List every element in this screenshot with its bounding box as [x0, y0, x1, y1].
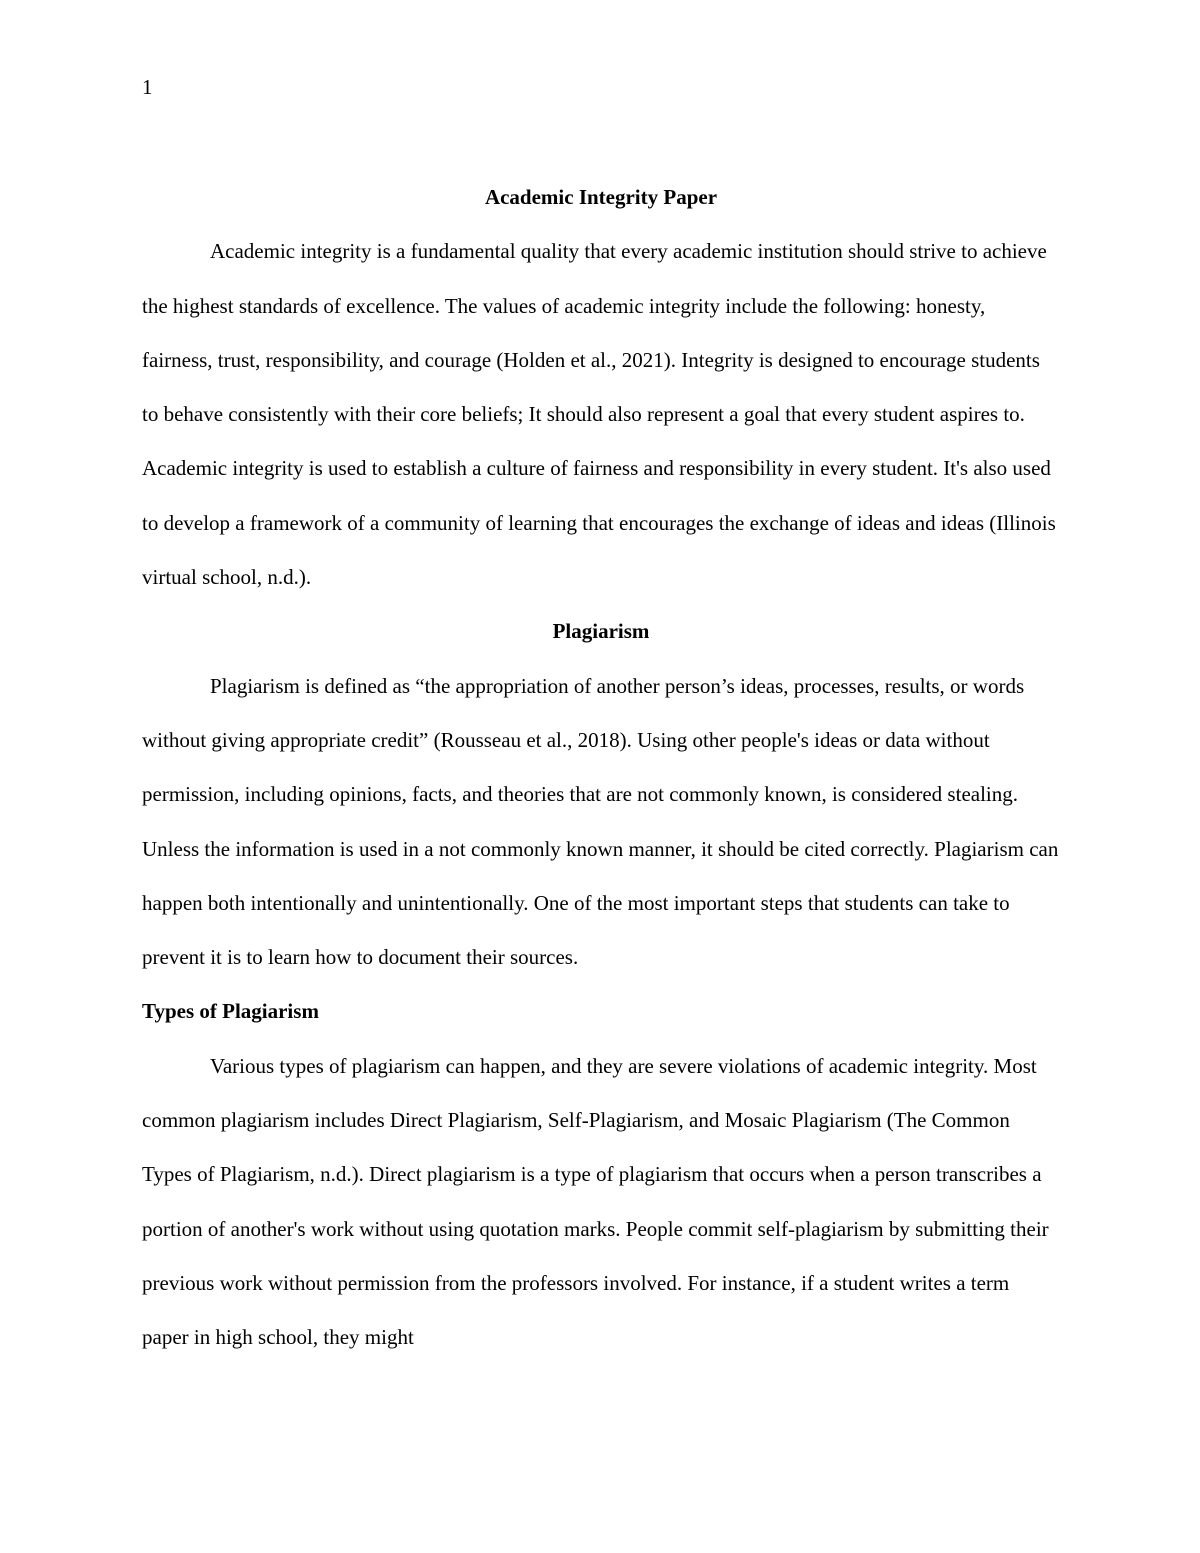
section-heading-plagiarism: Plagiarism	[552, 619, 650, 644]
document-title: Academic Integrity Paper	[484, 185, 718, 209]
page-number: 1	[142, 75, 153, 99]
plagiarism-paragraph: Plagiarism is defined as “the appropriation of another person’s ideas, processes, results, or words without giving appropriate credit” (Rousseau et al., 2018). Using other people's ideas or data without permission, including opinions, facts, and theories that are not commonly known, is considered stealing. Unless the information is used in a not commonly known manner, it should be cited correctly. Plagiarism can happen both intentionally and unintentionally. One of the most important steps that students can take to prevent it is to learn how to document their sources.	[142, 673, 1059, 970]
section-heading-types-of-plagiarism: Types of Plagiarism	[142, 999, 319, 1024]
types-of-plagiarism-paragraph: Various types of plagiarism can happen, and they are severe violations of academic integrity. Most common plagiarism includes Direct Plagiarism, Self-Plagiarism, and Mosaic Plagiarism (The Common Types of Plagiarism, n.d.). Direct plagiarism is a type of plagiarism that occurs when a person transcribes a portion of another's work without using quotation marks. People commit self-plagiarism by submitting their previous work without permission from the professors involved. For instance, if a student writes a term paper in high school, they might	[142, 1053, 1049, 1350]
intro-paragraph: Academic integrity is a fundamental quality that every academic institution should strive to achieve the highest standards of excellence. The values of academic integrity include the following: honesty, fairness, trust, responsibility, and courage (Holden et al., 2021). Integrity is designed to encourage students to behave consistently with their core beliefs; It should also represent a goal that every student aspires to. Academic integrity is used to establish a culture of fairness and responsibility in every student. It's also used to develop a framework of a community of learning that encourages the exchange of ideas and ideas (Illinois virtual school, n.d.).	[142, 239, 1056, 590]
document-body	[142, 170, 1060, 1365]
